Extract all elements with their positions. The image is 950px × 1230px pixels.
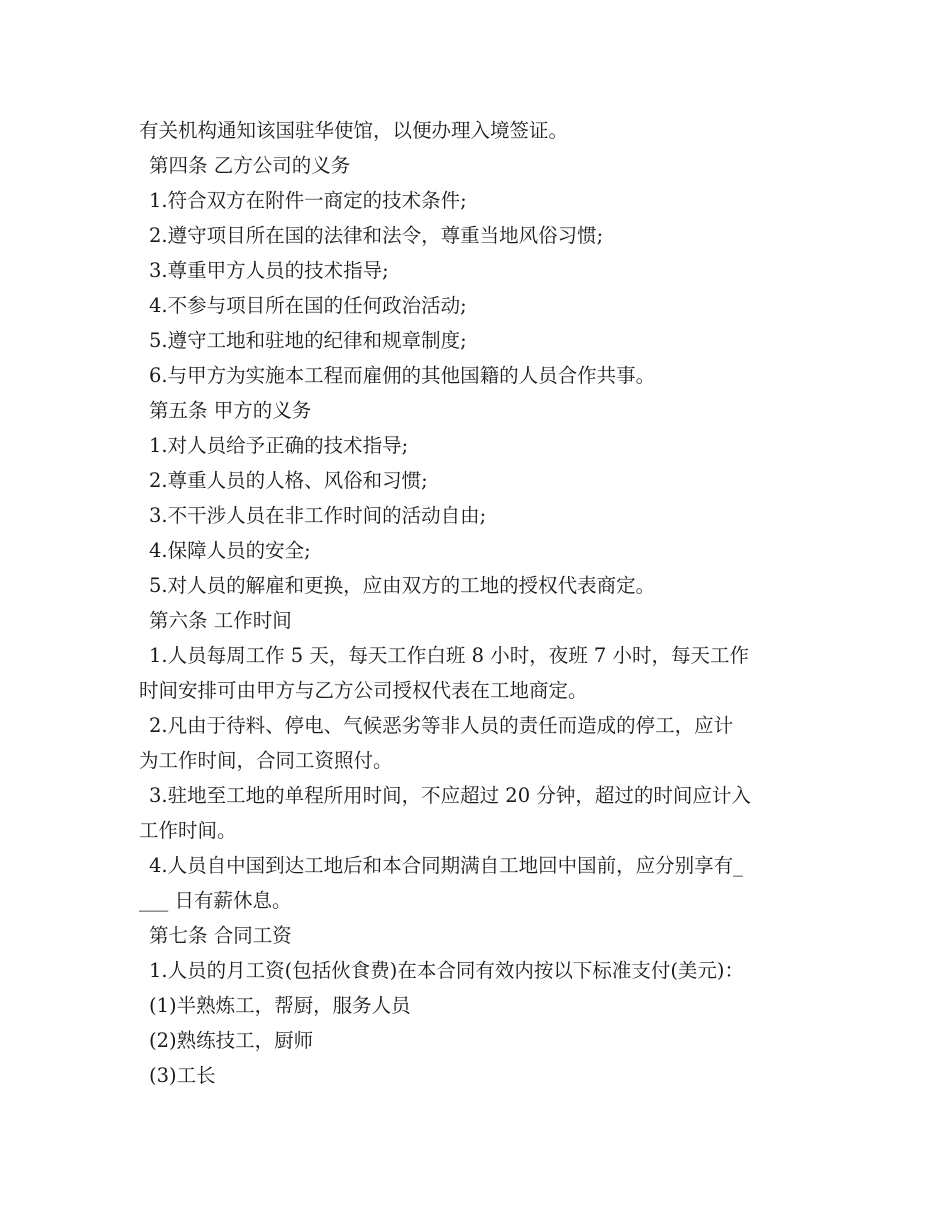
document-body — [139, 113, 817, 1093]
list-item: 6.与甲方为实施本工程而雇佣的其他国籍的人员合作共事。 — [149, 364, 656, 387]
list-item: 2.凡由于待料、停电、气候恶劣等非人员的责任而造成的停工，应计 — [149, 714, 734, 737]
list-item: 5.遵守工地和驻地的纪律和规章制度; — [149, 329, 467, 352]
article-heading: 第五条 甲方的义务 — [149, 399, 312, 422]
text-line: 有关机构通知该国驻华使馆，以便办理入境签证。 — [139, 119, 569, 142]
list-item: (3)工长 — [149, 1064, 216, 1087]
list-item: (2)熟练技工，厨师 — [149, 1029, 314, 1052]
text-line: ___ 日有薪休息。 — [139, 889, 292, 912]
text-line: 工作时间。 — [139, 819, 237, 842]
text-line: 为工作时间，合同工资照付。 — [139, 749, 393, 772]
list-item: 3.不干涉人员在非工作时间的活动自由; — [149, 504, 487, 527]
list-item: 4.人员自中国到达工地后和本合同期满自工地回中国前，应分别享有_ — [149, 854, 743, 877]
text-line: 时间安排可由甲方与乙方公司授权代表在工地商定。 — [139, 679, 588, 702]
article-heading: 第六条 工作时间 — [149, 609, 292, 632]
list-item: 1.对人员给予正确的技术指导; — [149, 434, 409, 457]
list-item: 2.遵守项目所在国的法律和法令，尊重当地风俗习惯; — [149, 224, 604, 247]
list-item: 4.保障人员的安全; — [149, 539, 311, 562]
list-item: 1.人员每周工作 5 天，每天工作白班 8 小时，夜班 7 小时，每天工作 — [149, 644, 750, 667]
list-item: 3.尊重甲方人员的技术指导; — [149, 259, 389, 282]
list-item: 1.人员的月工资(包括伙食费)在本合同有效内按以下标准支付(美元)： — [149, 959, 745, 982]
list-item: 4.不参与项目所在国的任何政治活动; — [149, 294, 467, 317]
article-heading: 第七条 合同工资 — [149, 924, 292, 947]
list-item: 3.驻地至工地的单程所用时间，不应超过 20 分钟，超过的时间应计入 — [149, 784, 751, 807]
list-item: 2.尊重人员的人格、风俗和习惯; — [149, 469, 428, 492]
list-item: 1.符合双方在附件一商定的技术条件; — [149, 189, 467, 212]
list-item: 5.对人员的解雇和更换，应由双方的工地的授权代表商定。 — [149, 574, 656, 597]
article-heading: 第四条 乙方公司的义务 — [149, 154, 351, 177]
list-item: (1)半熟炼工，帮厨，服务人员 — [149, 994, 411, 1017]
